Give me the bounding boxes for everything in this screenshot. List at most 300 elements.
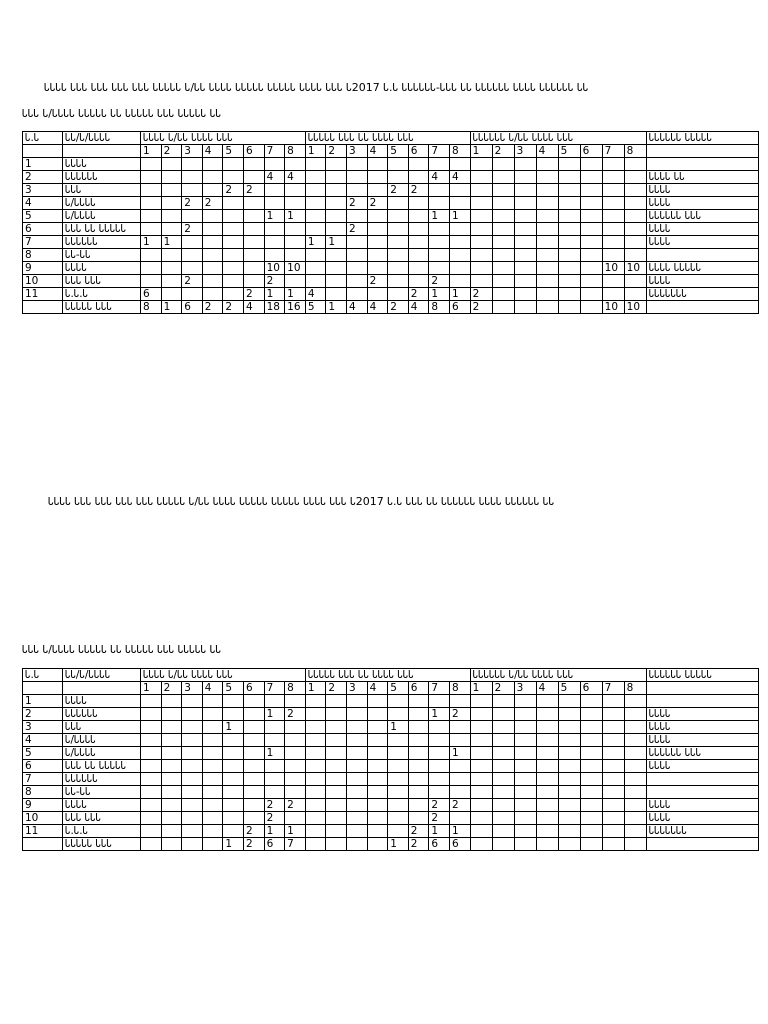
serial-cell: 2 [23,708,63,721]
value-cell [264,249,285,262]
table-row [23,262,759,275]
value-cell [202,825,223,838]
value-cell [347,773,368,786]
value-cell [388,262,409,275]
value-cell [141,812,162,825]
value-cell [141,760,162,773]
value-cell [470,184,492,197]
value-cell [202,786,223,799]
value-cell [367,747,388,760]
value-cell [624,773,646,786]
value-cell: 8 [141,301,162,314]
value-cell [536,747,558,760]
value-cell [161,223,182,236]
value-cell [536,773,558,786]
serial-cell: 10 [23,275,63,288]
value-cell [141,799,162,812]
subheader-cell: 7 [602,682,624,695]
value-cell [347,695,368,708]
name-cell: ᏓᏓᏓ [63,184,141,197]
value-cell [514,249,536,262]
value-cell [492,695,514,708]
remarks-cell [646,249,758,262]
name-cell: ᏓᏓᏓ ᏓᏓᏓ [63,275,141,288]
remarks-cell [646,786,758,799]
subheader-row [23,682,759,695]
value-cell [408,695,429,708]
subheader-cell: 8 [449,145,470,158]
value-cell [243,262,264,275]
serial-header: Ꮣ.Ꮣ [23,669,63,682]
value-cell [367,288,388,301]
value-cell [514,275,536,288]
subheader-cell: 4 [202,682,223,695]
value-cell [141,197,162,210]
value-cell [305,760,326,773]
value-cell [514,786,536,799]
value-cell [285,773,306,786]
remarks-cell: ᏓᏓᏓᏓ [646,799,758,812]
value-cell: 1 [223,721,244,734]
value-cell: 1 [449,210,470,223]
value-cell [202,721,223,734]
value-cell [449,760,470,773]
value-cell [449,721,470,734]
value-cell: 2 [408,838,429,851]
value-cell [602,695,624,708]
value-cell [536,825,558,838]
value-cell [514,223,536,236]
value-cell [202,799,223,812]
value-cell [202,812,223,825]
value-cell: 1 [429,708,450,721]
value-cell [492,275,514,288]
name-cell: ᏓᏓᏓᏓᏓ ᏓᏓᏓ [63,838,141,851]
value-cell [492,708,514,721]
blank-cell [63,145,141,158]
value-cell [305,171,326,184]
value-cell [514,262,536,275]
value-cell: 2 [264,799,285,812]
value-cell [264,773,285,786]
value-cell [514,825,536,838]
serial-cell: 4 [23,197,63,210]
value-cell [492,223,514,236]
value-cell: 6 [264,838,285,851]
value-cell [580,695,602,708]
value-cell [347,288,368,301]
value-cell [326,799,347,812]
value-cell [408,786,429,799]
value-cell [264,223,285,236]
value-cell [326,275,347,288]
value-cell [408,223,429,236]
value-cell [367,773,388,786]
value-cell [470,812,492,825]
value-cell [182,210,203,223]
table-row [23,184,759,197]
value-cell [243,760,264,773]
value-cell [580,197,602,210]
value-cell [347,236,368,249]
value-cell [141,210,162,223]
value-cell [182,773,203,786]
value-cell [264,721,285,734]
value-cell [536,197,558,210]
value-cell [141,223,162,236]
name-cell: Ꮣ.Ꮣ.Ꮣ [63,825,141,838]
value-cell [624,747,646,760]
value-cell [536,760,558,773]
value-cell: 7 [285,838,306,851]
serial-cell: 5 [23,747,63,760]
subheader-cell: 3 [514,145,536,158]
value-cell [602,734,624,747]
value-cell [408,734,429,747]
value-cell [388,825,409,838]
value-cell [624,288,646,301]
value-cell [536,288,558,301]
name-cell: ᏓᏓᏓ ᏓᏓ ᏓᏓᏓᏓᏓ [63,760,141,773]
value-cell [580,825,602,838]
value-cell [223,262,244,275]
value-cell [514,171,536,184]
value-cell [558,825,580,838]
value-cell [558,249,580,262]
value-cell [449,786,470,799]
value-cell [347,812,368,825]
value-cell [429,734,450,747]
value-cell [388,812,409,825]
value-cell: 2 [285,708,306,721]
value-cell: 2 [223,301,244,314]
subheader-cell: 1 [141,145,162,158]
value-cell [492,158,514,171]
table-row [23,773,759,786]
value-cell: 2 [243,825,264,838]
value-cell [305,158,326,171]
value-cell [141,695,162,708]
value-cell [141,838,162,851]
remarks-cell: ᏓᏓᏓᏓᏓᏓ ᏓᏓᏓ [646,210,758,223]
value-cell [492,838,514,851]
value-cell [449,197,470,210]
doc1-intro-line2: ᏓᏓᏓ Ꮣ/ᏓᏓᏓᏓ ᏓᏓᏓᏓᏓ ᏓᏓ ᏓᏓᏓᏓᏓ ᏓᏓᏓ ᏓᏓᏓᏓᏓ ᏓᏓ [22,107,222,120]
value-cell [514,708,536,721]
value-cell [492,249,514,262]
value-cell [326,171,347,184]
value-cell [470,262,492,275]
value-cell [223,236,244,249]
serial-cell: 4 [23,734,63,747]
value-cell [492,301,514,314]
value-cell [388,799,409,812]
subheader-cell: 6 [408,682,429,695]
value-cell [285,695,306,708]
value-cell [243,275,264,288]
subheader-cell: 8 [624,682,646,695]
value-cell [161,773,182,786]
value-cell [536,171,558,184]
value-cell [602,708,624,721]
value-cell [161,197,182,210]
value-cell [558,812,580,825]
value-cell [285,158,306,171]
value-cell [141,275,162,288]
value-cell: 4 [429,171,450,184]
value-cell [326,721,347,734]
value-cell [536,708,558,721]
subheader-cell: 7 [264,145,285,158]
value-cell [243,786,264,799]
value-cell [580,786,602,799]
subheader-cell: 8 [449,682,470,695]
doc1-table [22,131,759,314]
value-cell [367,695,388,708]
value-cell [558,786,580,799]
value-cell [408,760,429,773]
value-cell [558,708,580,721]
value-cell [514,695,536,708]
remarks-cell [646,301,758,314]
name-cell: ᏓᏓᏓᏓ [63,262,141,275]
value-cell [580,158,602,171]
value-cell [367,708,388,721]
value-cell: 1 [264,708,285,721]
value-cell [202,171,223,184]
value-cell [514,158,536,171]
subheader-cell: 5 [558,682,580,695]
remarks-cell: ᏓᏓᏓᏓᏓᏓᏓ [646,288,758,301]
value-cell [492,236,514,249]
doc2-intro-line2: ᏓᏓᏓ Ꮣ/ᏓᏓᏓᏓ ᏓᏓᏓᏓᏓ ᏓᏓ ᏓᏓᏓᏓᏓ ᏓᏓᏓ ᏓᏓᏓᏓᏓ ᏓᏓ [22,643,222,656]
remarks-cell: ᏓᏓᏓᏓ ᏓᏓᏓᏓᏓ [646,262,758,275]
value-cell [408,708,429,721]
value-cell: 2 [182,197,203,210]
subheader-cell: 7 [429,682,450,695]
value-cell [470,825,492,838]
value-cell [223,158,244,171]
value-cell [285,812,306,825]
value-cell [514,236,536,249]
value-cell: 10 [624,301,646,314]
value-cell [182,760,203,773]
value-cell: 2 [347,223,368,236]
value-cell [223,223,244,236]
group1-header: ᏓᏓᏓᏓ Ꮣ/ᏓᏓ ᏓᏓᏓᏓ ᏓᏓᏓ [141,132,306,145]
subheader-cell: 3 [514,682,536,695]
value-cell [492,210,514,223]
value-cell [243,734,264,747]
value-cell [326,708,347,721]
value-cell: 2 [470,288,492,301]
subheader-cell: 6 [243,145,264,158]
value-cell [141,262,162,275]
value-cell: 2 [182,223,203,236]
value-cell [602,799,624,812]
value-cell [602,825,624,838]
value-cell [182,288,203,301]
value-cell [558,734,580,747]
value-cell [580,721,602,734]
value-cell [326,747,347,760]
value-cell: 1 [264,210,285,223]
value-cell [305,275,326,288]
value-cell [347,210,368,223]
serial-cell: 3 [23,184,63,197]
value-cell: 1 [161,236,182,249]
value-cell [388,734,409,747]
table-row [23,734,759,747]
remarks-cell: ᏓᏓᏓᏓ ᏓᏓ [646,171,758,184]
value-cell: 1 [449,825,470,838]
value-cell [285,786,306,799]
value-cell [449,249,470,262]
value-cell [408,721,429,734]
name-cell: ᏓᏓ-ᏓᏓ [63,786,141,799]
value-cell [305,786,326,799]
value-cell [492,799,514,812]
value-cell [388,288,409,301]
table-row [23,236,759,249]
subheader-cell: 2 [326,682,347,695]
name-cell: ᏓᏓᏓᏓᏓᏓ [63,773,141,786]
group3-header: ᏓᏓᏓᏓᏓᏓ Ꮣ/ᏓᏓ ᏓᏓᏓᏓ ᏓᏓᏓ [470,669,646,682]
value-cell [536,812,558,825]
value-cell [408,799,429,812]
value-cell [367,799,388,812]
value-cell [161,760,182,773]
value-cell [580,288,602,301]
blank-cell [23,145,63,158]
remarks-cell [646,695,758,708]
value-cell [624,825,646,838]
value-cell [602,721,624,734]
value-cell [223,171,244,184]
value-cell [264,197,285,210]
value-cell [305,838,326,851]
value-cell [347,184,368,197]
subheader-cell: 6 [580,145,602,158]
value-cell [223,747,244,760]
value-cell [223,773,244,786]
value-cell [161,838,182,851]
remarks-cell [646,838,758,851]
value-cell [182,171,203,184]
value-cell [367,184,388,197]
value-cell [429,695,450,708]
value-cell [388,773,409,786]
value-cell [141,158,162,171]
value-cell: 1 [141,236,162,249]
name-cell: ᏓᏓᏓᏓᏓ ᏓᏓᏓ [63,301,141,314]
value-cell [182,812,203,825]
value-cell [514,210,536,223]
value-cell [285,275,306,288]
value-cell [558,301,580,314]
value-cell [264,734,285,747]
value-cell [223,210,244,223]
subheader-cell: 3 [182,682,203,695]
value-cell [161,708,182,721]
value-cell [264,786,285,799]
value-cell [449,275,470,288]
subheader-cell: 3 [347,682,368,695]
value-cell: 1 [223,838,244,851]
value-cell [580,223,602,236]
value-cell [305,197,326,210]
doc2-intro-line1: ᏓᏓᏓᏓ ᏓᏓᏓ ᏓᏓᏓ ᏓᏓᏓ ᏓᏓᏓ ᏓᏓᏓᏓᏓ Ꮣ/ᏓᏓ ᏓᏓᏓᏓ ᏓᏓᏓᏓᏓ ᏓᏓᏓᏓᏓ ᏓᏓᏓᏓ ᏓᏓᏓ Ꮣ2017 Ꮣ.Ꮣ ᏓᏓᏓ ᏓᏓ ᏓᏓᏓᏓᏓᏓ ᏓᏓᏓᏓ ᏓᏓᏓᏓᏓᏓ ᏓᏓ [48,495,555,508]
serial-cell: 8 [23,786,63,799]
value-cell [470,747,492,760]
table-row [23,288,759,301]
value-cell: 2 [470,301,492,314]
value-cell: 2 [202,197,223,210]
value-cell [161,288,182,301]
value-cell [202,708,223,721]
value-cell [326,184,347,197]
value-cell [602,210,624,223]
value-cell [326,262,347,275]
value-cell [367,734,388,747]
value-cell [285,747,306,760]
value-cell [285,721,306,734]
name-cell: ᏓᏓᏓᏓᏓᏓ [63,171,141,184]
value-cell [536,695,558,708]
value-cell: 4 [408,301,429,314]
value-cell [202,760,223,773]
value-cell [285,223,306,236]
name-cell: Ꮣ/ᏓᏓᏓᏓ [63,197,141,210]
subheader-cell: 8 [285,145,306,158]
value-cell [492,197,514,210]
table-row [23,197,759,210]
doc2-table [22,668,759,851]
value-cell [408,197,429,210]
value-cell [558,721,580,734]
value-cell [326,734,347,747]
serial-cell: 3 [23,721,63,734]
value-cell [285,197,306,210]
value-cell [514,734,536,747]
value-cell [182,799,203,812]
value-cell [161,695,182,708]
value-cell [347,825,368,838]
value-cell: 1 [388,838,409,851]
table-row [23,747,759,760]
remarks-cell: ᏓᏓᏓᏓ [646,197,758,210]
subheader-cell: 1 [305,145,326,158]
value-cell [429,197,450,210]
value-cell [388,210,409,223]
value-cell [182,838,203,851]
value-cell [388,760,409,773]
value-cell [161,786,182,799]
value-cell [624,786,646,799]
value-cell [161,184,182,197]
value-cell: 5 [305,301,326,314]
value-cell [558,210,580,223]
value-cell [161,812,182,825]
value-cell [429,249,450,262]
table-row [23,799,759,812]
value-cell [429,721,450,734]
serial-cell: 9 [23,262,63,275]
value-cell: 2 [429,799,450,812]
value-cell [285,760,306,773]
value-cell [429,223,450,236]
value-cell [624,158,646,171]
